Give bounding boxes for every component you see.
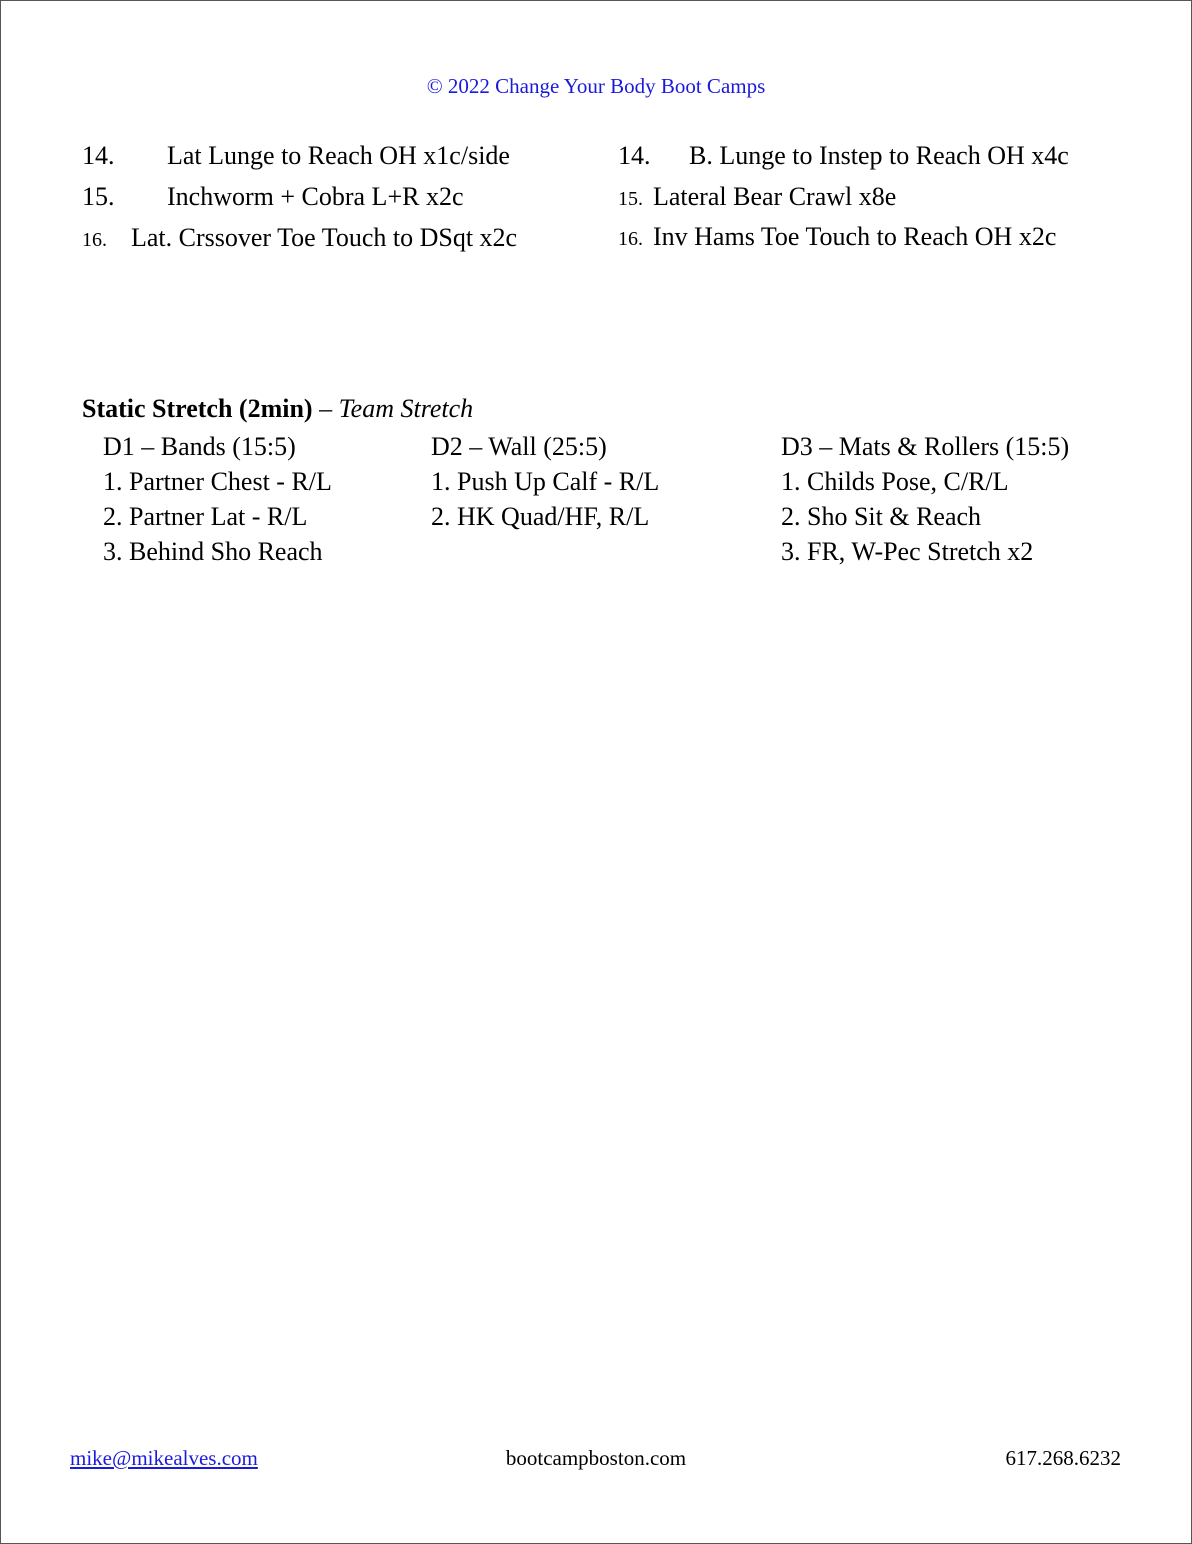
station-d3-item-2: 2. Sho Sit & Reach — [781, 502, 982, 531]
warmup-right-num-15: 15. — [618, 188, 643, 210]
station-d1-heading: D1 – Bands (15:5) — [103, 432, 296, 461]
static-stretch-title-bold: Static Stretch (2min) — [82, 394, 313, 423]
warmup-left-label-16: Lat. Crssover Toe Touch to DSqt x2c — [131, 223, 518, 252]
station-d1-item-3: 3. Behind Sho Reach — [103, 537, 323, 566]
station-d1-item-2: 2. Partner Lat - R/L — [103, 502, 308, 531]
static-stretch-title — [82, 394, 473, 424]
station-d3-item-3: 3. FR, W-Pec Stretch x2 — [781, 537, 1034, 566]
static-stretch-title-italic: Team Stretch — [338, 394, 474, 423]
warmup-right-label-14: B. Lunge to Instep to Reach OH x4c — [689, 141, 1069, 170]
warmup-left-num-15: 15. — [82, 182, 115, 211]
station-d3-heading: D3 – Mats & Rollers (15:5) — [781, 432, 1070, 461]
header-copyright: © 2022 Change Your Body Boot Camps — [426, 74, 766, 98]
warmup-left-label-15: Inchworm + Cobra L+R x2c — [167, 182, 464, 211]
station-d1-item-1: 1. Partner Chest - R/L — [103, 467, 332, 496]
station-d2-heading: D2 – Wall (25:5) — [431, 432, 607, 461]
warmup-right-num-14: 14. — [618, 141, 651, 170]
warmup-right-label-15: Lateral Bear Crawl x8e — [653, 182, 897, 211]
footer-phone: 617.268.6232 — [1005, 1446, 1121, 1470]
footer-email-link[interactable]: mike@mikealves.com — [70, 1446, 258, 1470]
warmup-left-label-14: Lat Lunge to Reach OH x1c/side — [167, 141, 510, 170]
warmup-left-num-16: 16. — [82, 229, 107, 251]
warmup-right-num-16: 16. — [618, 228, 643, 250]
station-d2-item-2: 2. HK Quad/HF, R/L — [431, 502, 650, 531]
warmup-right-label-16: Inv Hams Toe Touch to Reach OH x2c — [653, 222, 1057, 251]
station-d3-item-1: 1. Childs Pose, C/R/L — [781, 467, 1009, 496]
warmup-left-num-14: 14. — [82, 141, 115, 170]
static-stretch-title-dash: – — [312, 394, 339, 423]
footer-website: bootcampboston.com — [505, 1446, 687, 1470]
station-d2-item-1: 1. Push Up Calf - R/L — [431, 467, 660, 496]
